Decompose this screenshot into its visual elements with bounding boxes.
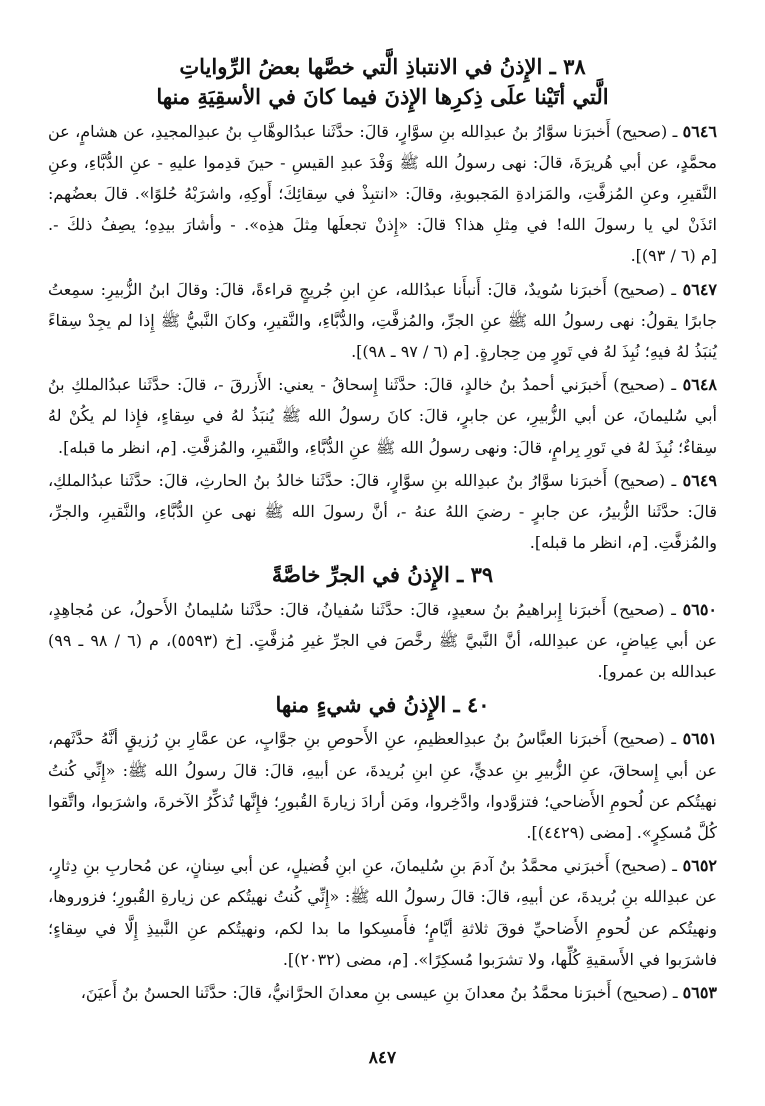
hadith-5651: ٥٦٥١ ـ (صحيح) أَخبرَنا العبَّاسُ بنُ عبدِالعظيمِ، عنِ الأَحوصِ بنِ جوَّابٍ، عن عمَّارِ بنِ رُزيقٍ أنَّهُ حدَّثَهم، عن أبي إِسحاقَ، عنِ الزُّبيرِ بنِ عديٍّ، عنِ ابنِ بُريدةَ، عن أبيهِ، قالَ: قالَ رسولُ الله ﷺ: «إِنِّي كُنتُ نهيتُكم عن لُحومِ الأَضاحي؛ فتزوَّدوا، وادَّخِروا، ومَن أرادَ زيارةَ القُبورِ؛ فإِنَّها تُذكِّرُ الآخرةَ، واشرَبوا، واتَّقوا كُلَّ مُسكِرٍ». [مضى (٤٤٢٩)].: [48, 729, 718, 842]
hadith-grade: (صحيح): [613, 375, 665, 395]
hadith-5652: ٥٦٥٢ ـ (صحيح) أَخبرَني محمَّدُ بنُ آدمَ بنِ سُليمانَ، عنِ ابنِ فُضيلٍ، عن أبي سِنانٍ، عن مُحاربِ بنِ دِثارٍ، عن عبدِالله بنِ بُريدةَ، عن أبيهِ، قالَ: قالَ رسولُ الله ﷺ: «إِنِّي كُنتُ نهيتُكم عن زيارةِ القُبورِ؛ فزوروها، ونهيتُكم عن لُحومِ الأَضاحيِّ فوقَ ثلاثةِ أيَّامٍ؛ فأَمسِكوا ما بدا لكم، ونهيتُكم عنِ النَّبيذِ إِلَّا في سِقاءٍ؛ فاشرَبوا في الأَسقيةِ كُلِّها، ولا تشرَبوا مُسكِرًا». [م، مضى (٢٠٣٢)].: [48, 856, 717, 969]
hadith-5653: ٥٦٥٣ ـ (صحيح) أَخبرَنا محمَّدُ بنُ معدانَ بنِ عيسى بنِ معدانَ الحرَّانيُّ، قالَ: حدَّثَنا الحسنُ بنُ أَعيَنَ،: [80, 982, 717, 1002]
hadith-number: ٥٦٤٧: [682, 279, 717, 299]
hadith-reference: [م، مضى (٢٠٣٢)].: [282, 949, 409, 969]
hadith-number: ٥٦٥١: [682, 729, 718, 749]
page-number: ٨٤٧: [368, 1048, 397, 1068]
hadith-number: ٥٦٥٢: [682, 856, 717, 876]
hadith-grade: (صحيح): [615, 856, 667, 876]
hadith-number: ٥٦٥٣: [682, 982, 717, 1002]
hadith-text: أَخبرَنا سوَّارُ بنُ عبدِالله بنِ سوَّارٍ، قالَ: حدَّثَنا خالدُ بنُ الحارثِ، قالَ: حدَّثَنا عبدُالملكِ، قالَ: حدَّثَنا الزُّبيرُ، عن جابرٍ - رضيَ اللهُ عنهُ -، أنَّ رسولَ الله ﷺ نهى عنِ الدُّبَّاءِ، والنَّقيرِ، والجرِّ، والمُزفَّتِ.: [48, 470, 717, 553]
hadith-text: أَخبرَنا إِبراهيمُ بنُ سعيدٍ، قالَ: حدَّثَنا سُفيانُ، قالَ: حدَّثَنا سُليمانُ الأَحولُ، عن مُجاهِدٍ، عن أبي عِياضٍ، عن عبدِالله، أنَّ النَّبيَّ ﷺ رخَّصَ في الجرِّ غيرِ مُزفَّتٍ.: [48, 600, 718, 651]
hadith-reference: [مضى (٤٤٢٩)].: [526, 823, 632, 842]
section-heading-40: [48, 690, 717, 720]
hadith-reference: [م، انظر ما قبله].: [58, 437, 177, 457]
hadith-reference: [م (٦ / ٩٧ ـ ٩٨)].: [351, 341, 470, 361]
hadith-5650: ٥٦٥٠ ـ (صحيح) أَخبرَنا إِبراهيمُ بنُ سعيدٍ، قالَ: حدَّثَنا سُفيانُ، قالَ: حدَّثَنا سُليمانُ الأَحولُ، عن مُجاهِدٍ، عن أبي عِياضٍ، عن عبدِالله، أنَّ النَّبيَّ ﷺ رخَّصَ في الجرِّ غيرِ مُزفَّتٍ. [خ (٥٥٩٣)، م (٦ / ٩٨ ـ ٩٩) عبدالله بن عمرو].: [48, 600, 718, 682]
hadith-number: ٥٦٥٠: [682, 600, 718, 620]
hadith-text: أَخبرَني أحمدُ بنُ خالدٍ، قالَ: حدَّثَنا إِسحاقُ - يعني: الأَزرقَ -، قالَ: حدَّثَنا عبدُالملكِ بنُ أبي سُليمانَ، عن أبي الزُّبيرِ، عن جابرٍ، قالَ: كانَ رسولُ الله ﷺ يُنبَذُ لهُ في سِقاءٍ، فإِذا لم يكُنْ لهُ سِقاءٌ؛ نُبِذَ لهُ في تَورِ بِرامٍ، قالَ: ونهى رسولُ الله ﷺ عنِ الدُّبَّاءِ، والنَّقيرِ، والمُزفَّتِ.: [48, 375, 717, 457]
hadith-grade: (صحيح): [613, 470, 666, 490]
hadith-grade: (صحيح): [613, 729, 665, 749]
heading-line: ٣٩ ـ الإِذنُ في الجرِّ خاصَّةً: [271, 562, 494, 588]
hadith-grade: (صحيح): [616, 982, 668, 1002]
hadith-reference: [م (٦ / ٩٣)].: [630, 246, 717, 266]
hadith-text: أَخبرَنا العبَّاسُ بنُ عبدِالعظيمِ، عنِ الأَحوصِ بنِ جوَّابٍ، عن عمَّارِ بنِ رُزيقٍ أنَّهُ حدَّثَهم، عن أبي إِسحاقَ، عنِ الزُّبيرِ بنِ عديٍّ، عنِ ابنِ بُريدةَ، عن أبيهِ، قالَ: قالَ رسولُ الله ﷺ: «إِنِّي كُنتُ نهيتُكم عن لُحومِ الأَضاحي؛ فتزوَّدوا، وادَّخِروا، ومَن أرادَ زيارةَ القُبورِ؛ فإِنَّها تُذكِّرُ الآخرةَ، واشرَبوا، واتَّقوا كُلَّ مُسكِرٍ».: [48, 729, 717, 842]
hadith-text: أَخبرَنا سوَّارُ بنُ عبدِالله بنِ سوَّارٍ، قالَ: حدَّثَنا عبدُالوهَّابِ بنُ عبدِالمجيدِ، عن هشامٍ، عن محمَّدٍ، عن أبي هُريرَةَ، قالَ: نهى رسولُ الله ﷺ وَفْدَ عبدِ القيسِ - حينَ قدِموا عليهِ - عنِ الدُّبَّاءِ، وعنِ النَّقيرِ، وعنِ المُزفَّتِ، والمَزادةِ المَجبوبةِ، وقالَ: «انتبِذْ في سِقائِكَ؛ أَوكِهِ، واشرَبْهُ حُلوًا». قالَ بعضُهم: ائذَنْ لي يا رسولَ الله! في مِثلِ هذا؟ قالَ: «إِذنْ تجعلَها مِثلَ هذِه». - وأشارَ بيدِهِ؛ يصِفُ ذلكَ -.: [48, 121, 717, 235]
hadith-5648: ٥٦٤٨ ـ (صحيح) أَخبرَني أحمدُ بنُ خالدٍ، قالَ: حدَّثَنا إِسحاقُ - يعني: الأَزرقَ -، قالَ: حدَّثَنا عبدُالملكِ بنُ أبي سُليمانَ، عن أبي الزُّبيرِ، عن جابرٍ، قالَ: كانَ رسولُ الله ﷺ يُنبَذُ لهُ في سِقاءٍ، فإِذا لم يكُنْ لهُ سِقاءٌ؛ نُبِذَ لهُ في تَورِ بِرامٍ، قالَ: ونهى رسولُ الله ﷺ عنِ الدُّبَّاءِ، والنَّقيرِ، والمُزفَّتِ. [م، انظر ما قبله].: [48, 375, 717, 457]
hadith-text: أَخبرَنا سُويدٌ، قالَ: أَنبأَنا عبدُالله، عنِ ابنِ جُريجٍ قراءةً، قالَ: وقالَ ابنُ الزُّبيرِ: سمِعتُ جابرًا يقولُ: نهى رسولُ الله ﷺ عنِ الجرِّ، والمُزفَّتِ، والدُّبَّاءِ، والنَّقيرِ، وكانَ النَّبيُّ ﷺ إِذا لم يجِدْ سِقاءً يُنبَذُ لهُ فيهِ؛ نُبِذَ لهُ في تَورٍ مِن حِجارةٍ.: [48, 279, 717, 361]
heading-line: ٣٨ ـ الإِذنُ في الانتباذِ الَّتي خصَّها بعضُ الرِّواياتِ: [179, 54, 586, 79]
hadith-number: ٥٦٤٨: [682, 375, 717, 395]
section-heading-38: [48, 52, 717, 112]
hadith-5646: ٥٦٤٦ ـ (صحيح) أَخبرَنا سوَّارُ بنُ عبدِالله بنِ سوَّارٍ، قالَ: حدَّثَنا عبدُالوهَّابِ بنُ عبدِالمجيدِ، عن هشامٍ، عن محمَّدٍ، عن أبي هُريرَةَ، قالَ: نهى رسولُ الله ﷺ وَفْدَ عبدِ القيسِ - حينَ قدِموا عليهِ - عنِ الدُّبَّاءِ، وعنِ النَّقيرِ، وعنِ المُزفَّتِ، والمَزادةِ المَجبوبةِ، وقالَ: «انتبِذْ في سِقائِكَ؛ أَوكِهِ، واشرَبْهُ حُلوًا». قالَ بعضُهم: ائذَنْ لي يا رسولَ الله! في مِثلِ هذا؟ قالَ: «إِذنْ تجعلَها مِثلَ هذِه». - وأشارَ بيدِهِ؛ يصِفُ ذلكَ -. [م (٦ / ٩٣)].: [48, 121, 718, 266]
hadith-reference: [م، انظر ما قبله].: [529, 533, 649, 553]
hadith-grade: (صحيح): [615, 121, 668, 141]
heading-line: ٤٠ ـ الإِذنُ في شيءٍ منها: [275, 691, 490, 717]
hadith-grade: (صحيح): [613, 279, 665, 299]
hadith-5647: ٥٦٤٧ ـ (صحيح) أَخبرَنا سُويدٌ، قالَ: أَنبأَنا عبدُالله، عنِ ابنِ جُريجٍ قراءةً، قالَ: وقالَ ابنُ الزُّبيرِ: سمِعتُ جابرًا يقولُ: نهى رسولُ الله ﷺ عنِ الجرِّ، والمُزفَّتِ، والدُّبَّاءِ، والنَّقيرِ، وكانَ النَّبيُّ ﷺ إِذا لم يجِدْ سِقاءً يُنبَذُ لهُ فيهِ؛ نُبِذَ لهُ في تَورٍ مِن حِجارةٍ. [م (٦ / ٩٧ ـ ٩٨)].: [48, 279, 717, 361]
heading-line: الَّتي أتَيْنا علَى ذِكرِها الإِذنَ فيما كانَ في الأسقِيَةِ منها: [156, 83, 609, 109]
section-heading-39: [48, 560, 717, 590]
hadith-5649: ٥٦٤٩ ـ (صحيح) أَخبرَنا سوَّارُ بنُ عبدِالله بنِ سوَّارٍ، قالَ: حدَّثَنا خالدُ بنُ الحارثِ، قالَ: حدَّثَنا عبدُالملكِ، قالَ: حدَّثَنا الزُّبيرُ، عن جابرٍ - رضيَ اللهُ عنهُ -، أنَّ رسولَ الله ﷺ نهى عنِ الدُّبَّاءِ، والنَّقيرِ، والجرِّ، والمُزفَّتِ. [م، انظر ما قبله].: [48, 470, 718, 553]
hadith-number: ٥٦٤٦: [682, 121, 718, 141]
hadith-grade: (صحيح): [612, 600, 665, 620]
hadith-reference: [خ (٥٥٩٣)، م (٦ / ٩٨ ـ ٩٩) عبدالله بن عمرو].: [48, 631, 717, 682]
hadith-text: أَخبرَني محمَّدُ بنُ آدمَ بنِ سُليمانَ، عنِ ابنِ فُضيلٍ، عن أبي سِنانٍ، عن مُحاربِ بنِ دِثارٍ، عن عبدِالله بنِ بُريدةَ، عن أبيهِ، قالَ: قالَ رسولُ الله ﷺ: «إِنِّي كُنتُ نهيتُكم عن زيارةِ القُبورِ؛ فزوروها، ونهيتُكم عن لُحومِ الأَضاحيِّ فوقَ ثلاثةِ أيَّامٍ؛ فأَمسِكوا ما بدا لكم، ونهيتُكم عنِ النَّبيذِ إِلَّا في سِقاءٍ؛ فاشرَبوا في الأَسقيةِ كُلِّها، ولا تشرَبوا مُسكِرًا».: [48, 856, 717, 969]
hadith-text: أَخبرَنا محمَّدُ بنُ معدانَ بنِ عيسى بنِ معدانَ الحرَّانيُّ، قالَ: حدَّثَنا الحسنُ بنُ أَعيَنَ،: [80, 982, 612, 1002]
hadith-number: ٥٦٤٩: [682, 470, 718, 490]
